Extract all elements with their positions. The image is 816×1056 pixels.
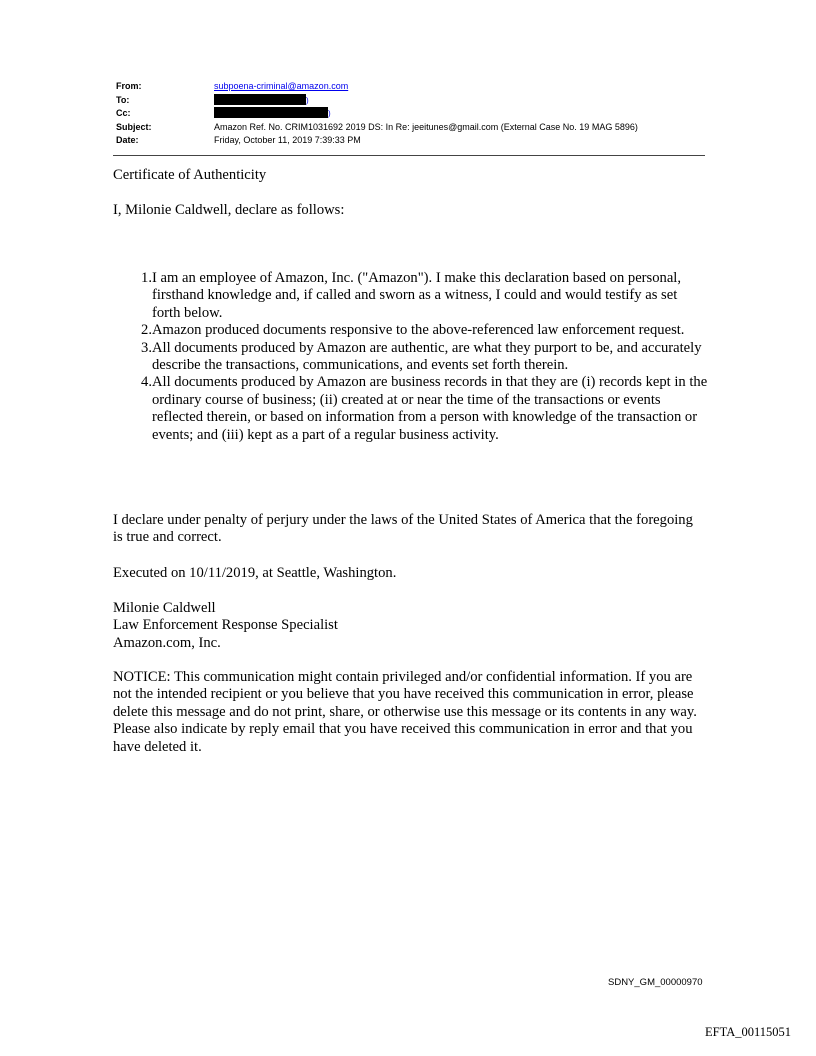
- date-value: Friday, October 11, 2019 7:39:33 PM: [214, 135, 361, 145]
- subject-label: Subject:: [116, 121, 152, 132]
- to-redaction-block: [214, 94, 306, 105]
- declaration-list: [113, 270, 708, 444]
- subject-row: [116, 121, 706, 135]
- to-label: To:: [116, 94, 130, 105]
- declaration-item-text: All documents produced by Amazon are business records in that they are (i) records kept in the ordinary course of business; (ii) created at or near the time of the transactions or events reflected therein, or based on information from a person with knowledge of the transaction or events; and (iii) kept as a part of a regular business activity.: [152, 374, 708, 443]
- signer-title: Law Enforcement Response Specialist: [113, 617, 338, 634]
- declaration-item-number: 3.: [141, 339, 152, 356]
- declaration-item: [113, 270, 708, 322]
- efta-number: EFTA_00115051: [705, 1025, 792, 1039]
- declaration-item-number: 1.: [141, 270, 152, 286]
- to-redaction-tail: ): [306, 95, 309, 105]
- header-divider: [113, 155, 705, 156]
- certificate-title: Certificate of Authenticity: [113, 167, 267, 183]
- declaration-item: [113, 322, 708, 339]
- declaration-item-text: All documents produced by Amazon are authentic, are what they purport to be, and accurately describe the transactions, communications, and events set forth therein.: [152, 339, 702, 374]
- declaration-item: [113, 374, 708, 444]
- execution-statement: Executed on 10/11/2019, at Seattle, Washington.: [113, 565, 397, 581]
- cc-label: Cc:: [116, 108, 131, 118]
- to-row: [116, 94, 706, 108]
- date-label: Date:: [116, 135, 139, 145]
- from-email-link[interactable]: subpoena-criminal@amazon.com: [214, 81, 349, 91]
- date-row: [116, 134, 706, 148]
- declaration-intro: I, Milonie Caldwell, declare as follows:: [113, 202, 345, 218]
- email-header: [116, 80, 706, 148]
- declaration-item-text: Amazon produced documents responsive to the above-referenced law enforcement request.: [152, 322, 685, 339]
- declaration-item: [113, 340, 708, 375]
- subject-value: Amazon Ref. No. CRIM1031692 2019 DS: In Re: jeeitunes@gmail.com (External Case No. 19 MAG 5896): [214, 121, 638, 132]
- from-label: From:: [116, 81, 142, 91]
- cc-redaction-tail: ): [328, 109, 331, 118]
- declaration-item-number: 2.: [141, 322, 152, 339]
- from-row: [116, 80, 706, 94]
- bates-number: SDNY_GM_00000970: [608, 977, 703, 988]
- cc-row: [116, 107, 706, 121]
- perjury-statement: I declare under penalty of perjury under the laws of the United States of America that the foregoing is true and correct.: [113, 512, 693, 546]
- signature-block: [113, 600, 713, 652]
- cc-redaction-block: [214, 107, 328, 118]
- confidentiality-notice: NOTICE: This communication might contain privileged and/or confidential information. If you are not the intended recipient or you believe that you have received this communication in error, please delete this message and do not print, share, or otherwise use this message or its contents in any way. Please also indicate by reply email that you have received this communication in error and that you have deleted it.: [113, 669, 697, 755]
- signer-name: Milonie Caldwell: [113, 600, 216, 616]
- signer-company: Amazon.com, Inc.: [113, 634, 221, 651]
- declaration-item-number: 4.: [141, 374, 152, 391]
- declaration-item-text: I am an employee of Amazon, Inc. ("Amazon"). I make this declaration based on personal, firsthand knowledge and, if called and sworn as a witness, I could and would testify as set forth below.: [152, 270, 681, 321]
